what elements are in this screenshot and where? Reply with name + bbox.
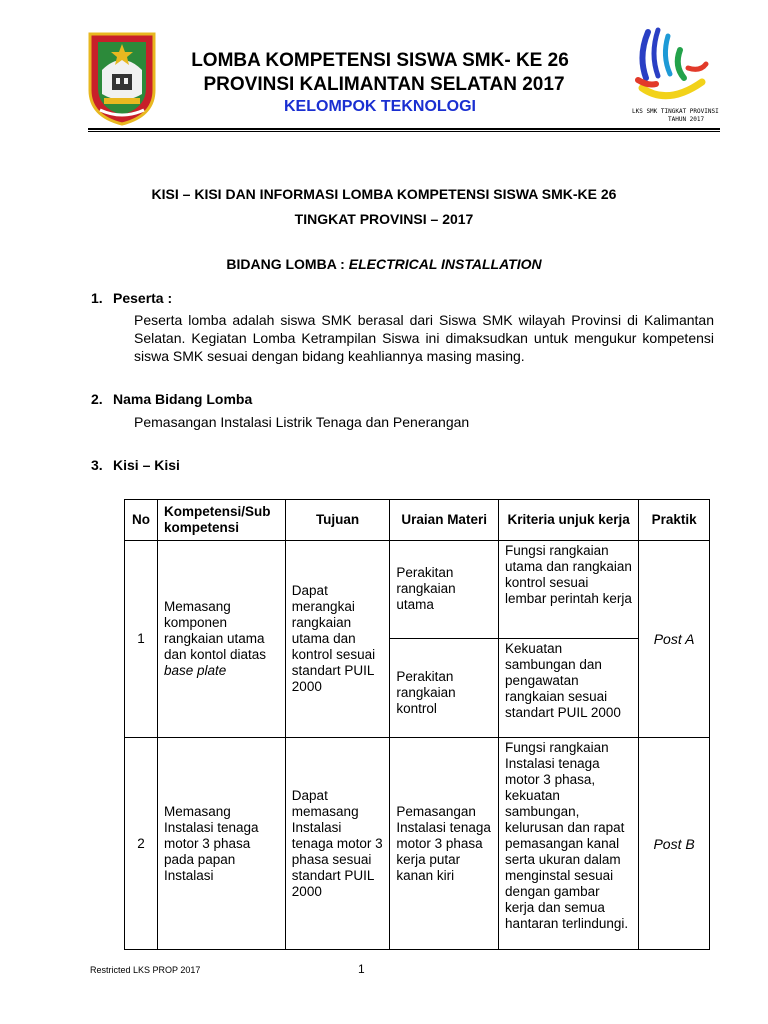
row1-kompetensi: [157, 541, 285, 738]
lks-logo: [628, 26, 719, 126]
section-1-number: 1.: [91, 290, 103, 306]
row1-praktik: Post A: [639, 541, 710, 738]
bidang-value: ELECTRICAL INSTALLATION: [348, 256, 542, 272]
row1-tujuan: Dapat merangkai rangkaian utama dan kontrol sesuai standart PUIL 2000: [285, 541, 390, 738]
table-row: [125, 738, 710, 950]
th-praktik: Praktik: [639, 500, 710, 541]
row1-no: 1: [125, 541, 158, 738]
section-2-label: Nama Bidang Lomba: [113, 391, 253, 407]
header-divider: [88, 128, 720, 130]
row1-kriteria-1: Fungsi rangkaian utama dan rangkaian kontrol sesuai lembar perintah kerja: [499, 541, 639, 639]
row1-uraian-2: Perakitan rangkaian kontrol: [390, 639, 499, 738]
lks-logo-caption-2: TAHUN 2017: [668, 116, 705, 123]
th-kriteria: Kriteria unjuk kerja: [499, 500, 639, 541]
table-header-row: [125, 500, 710, 541]
section-3-label: Kisi – Kisi: [113, 457, 180, 473]
row2-praktik: Post B: [639, 738, 710, 950]
section-3-title: [91, 457, 180, 473]
section-2-title: [91, 391, 252, 407]
th-kompetensi: Kompetensi/Sub kompetensi: [157, 500, 285, 541]
row1-kompetensi-italic: base plate: [163, 663, 227, 678]
row2-uraian: Pemasangan Instalasi tenaga motor 3 phasa kerja putar kanan kiri: [390, 738, 499, 950]
th-uraian: Uraian Materi: [390, 500, 499, 541]
section-1-text: Peserta lomba adalah siswa SMK berasal dari Siswa SMK wilayah Provinsi di Kalimantan Selatan. Kegiatan Lomba Ketrampilan Siswa ini dimaksudkan untuk mengukur kompetensi siswa SMK sesuai dengan bidang keahliannya masing masing.: [134, 312, 714, 364]
row1-kriteria-2: Kekuatan sambungan dan pengawatan rangkaian sesuai standart PUIL 2000: [499, 639, 639, 738]
row2-kriteria: Fungsi rangkaian Instalasi tenaga motor 3 phasa, kekuatan sambungan, kelurusan dan rapat pemasangan kanal serta ukuran dalam menginstal sesuai dengan gambar kerja dan semua hantaran terlindungi.: [499, 738, 639, 950]
section-2-number: 2.: [91, 391, 103, 407]
row2-kompetensi: Memasang Instalasi tenaga motor 3 phasa pada papan Instalasi: [157, 738, 285, 950]
header-title-line2: PROVINSI KALIMANTAN SELATAN 2017: [203, 74, 565, 95]
doc-heading-line1: KISI – KISI DAN INFORMASI LOMBA KOMPETENSI SISWA SMK-KE 26: [151, 186, 617, 202]
section-1-label: Peserta :: [113, 290, 173, 306]
row1-uraian-1: Perakitan rangkaian utama: [390, 541, 499, 639]
bidang-lomba-heading: [0, 256, 768, 272]
lks-logo-caption-1: LKS SMK TINGKAT PROVINSI: [632, 108, 719, 115]
lks-swoosh-icon: [628, 26, 712, 106]
row1-kompetensi-text: Memasang komponen rangkaian utama dan kontol diatas: [163, 599, 267, 662]
section-1-title: [91, 290, 172, 306]
th-no: No: [125, 500, 158, 541]
kisi-table: [124, 499, 710, 950]
section-3-number: 3.: [91, 457, 103, 473]
page-number: 1: [358, 962, 365, 976]
header-subtitle: KELOMPOK TEKNOLOGI: [284, 98, 476, 115]
table-row: [125, 541, 710, 639]
row2-no: 2: [125, 738, 158, 950]
section-2-text: Pemasangan Instalasi Listrik Tenaga dan Penerangan: [134, 414, 470, 430]
bidang-label: BIDANG LOMBA :: [226, 256, 349, 272]
row2-tujuan: Dapat memasang Instalasi tenaga motor 3 phasa sesuai standart PUIL 2000: [285, 738, 390, 950]
header-title-line1: LOMBA KOMPETENSI SISWA SMK- KE 26: [191, 50, 569, 71]
footer-restricted: Restricted LKS PROP 2017: [90, 965, 201, 975]
header-divider-thin: [88, 131, 720, 132]
doc-heading-line2: TINGKAT PROVINSI – 2017: [294, 211, 474, 227]
th-tujuan: Tujuan: [285, 500, 390, 541]
